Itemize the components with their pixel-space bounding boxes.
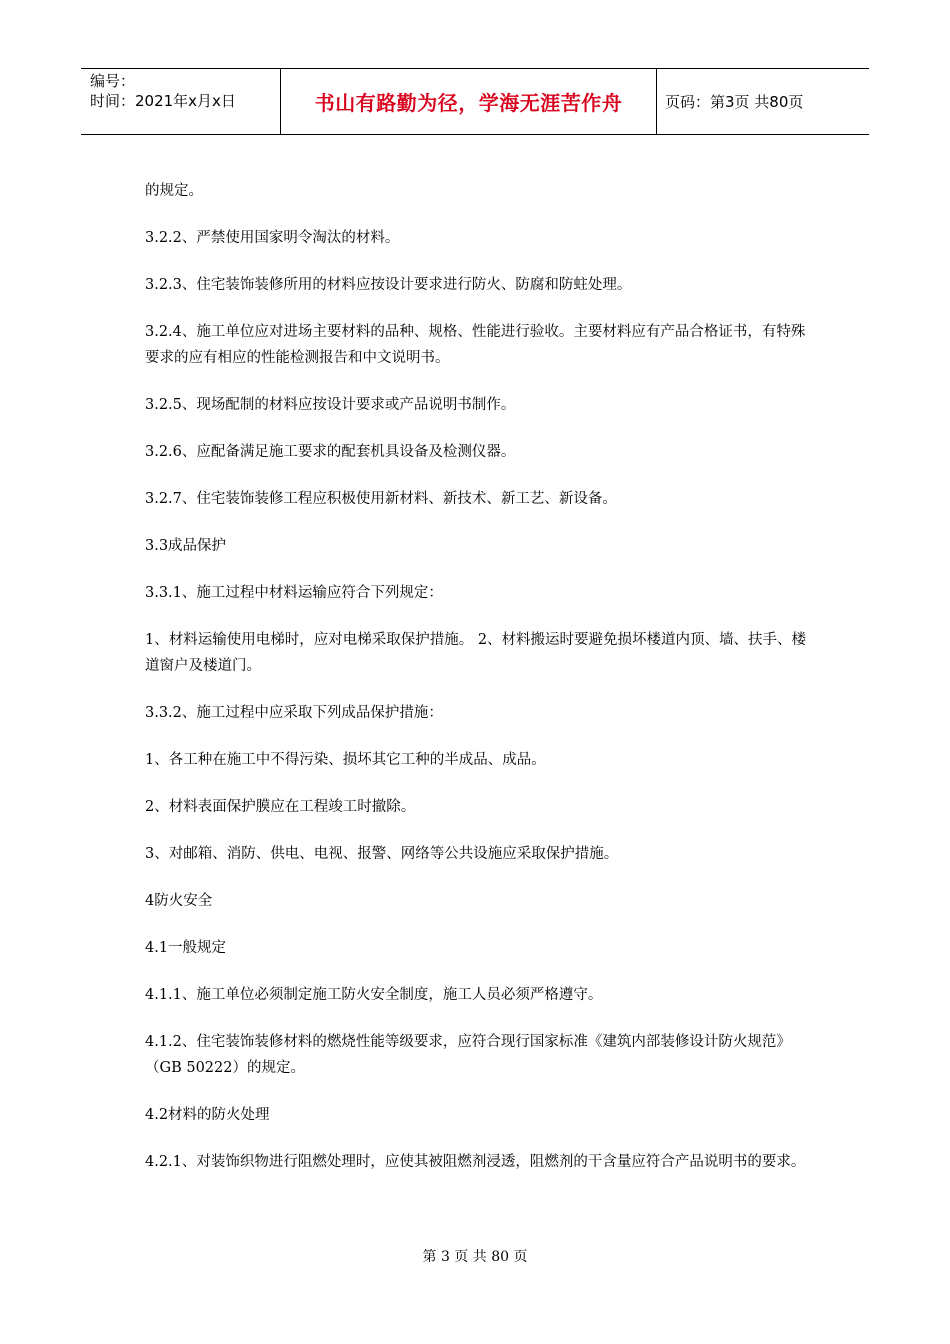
paragraph: 3.2.5、现场配制的材料应按设计要求或产品说明书制作。: [145, 397, 516, 413]
header-meta: [81, 69, 281, 134]
paragraph: 3.2.7、住宅装饰装修工程应积极使用新材料、新技术、新工艺、新设备。: [145, 491, 617, 507]
paragraph: 4.1.1、施工单位必须制定施工防火安全制度，施工人员必须严格遵守。: [145, 987, 603, 1003]
paragraph: 1、各工种在施工中不得污染、损坏其它工种的半成品、成品。: [145, 752, 546, 768]
paragraph: 2、材料表面保护膜应在工程竣工时撤除。: [145, 799, 416, 815]
paragraph: 4.1.2、住宅装饰装修材料的燃烧性能等级要求，应符合现行国家标准《建筑内部装修设计防火规范》（GB 50222）的规定。: [145, 1034, 791, 1076]
paragraph: 3.2.3、住宅装饰装修所用的材料应按设计要求进行防火、防腐和防蛀处理。: [145, 277, 632, 293]
document-body: [145, 178, 815, 1196]
document-date: 时间：2021年x月x日: [90, 92, 236, 110]
paragraph: 1、材料运输使用电梯时，应对电梯采取保护措施。 2、材料搬运时要避免损坏楼道内顶、墙、扶手、楼道窗户及楼道门。: [145, 632, 807, 674]
document-code-label: 编号：: [90, 72, 136, 90]
page-footer: 第 3 页 共 80 页: [422, 1249, 528, 1265]
paragraph: 3.2.2、严禁使用国家明令淘汰的材料。: [145, 230, 400, 246]
paragraph: 的规定。: [145, 183, 203, 199]
paragraph: 3.2.4、施工单位应对进场主要材料的品种、规格、性能进行验收。主要材料应有产品合格证书，有特殊要求的应有相应的性能检测报告和中文说明书。: [145, 324, 806, 366]
header-motto: 书山有路勤为径，学海无涯苦作舟: [281, 69, 657, 134]
paragraph: 3.3.2、施工过程中应采取下列成品保护措施：: [145, 705, 443, 721]
paragraph: 4.2.1、对装饰织物进行阻燃处理时，应使其被阻燃剂浸透，阻燃剂的干含量应符合产品说明书的要求。: [145, 1154, 806, 1170]
section-heading: 4.1一般规定: [145, 940, 227, 956]
paragraph: 3.2.6、应配备满足施工要求的配套机具设备及检测仪器。: [145, 444, 516, 460]
paragraph: 3、对邮箱、消防、供电、电视、报警、网络等公共设施应采取保护措施。: [145, 846, 619, 862]
section-heading: 4.2材料的防火处理: [145, 1107, 270, 1123]
header-page-info: 页码：第3页 共80页: [665, 93, 804, 111]
paragraph: 3.3.1、施工过程中材料运输应符合下列规定：: [145, 585, 443, 601]
section-heading: 3.3成品保护: [145, 538, 227, 554]
section-heading: 4防火安全: [145, 893, 213, 909]
page-header: [81, 68, 869, 135]
